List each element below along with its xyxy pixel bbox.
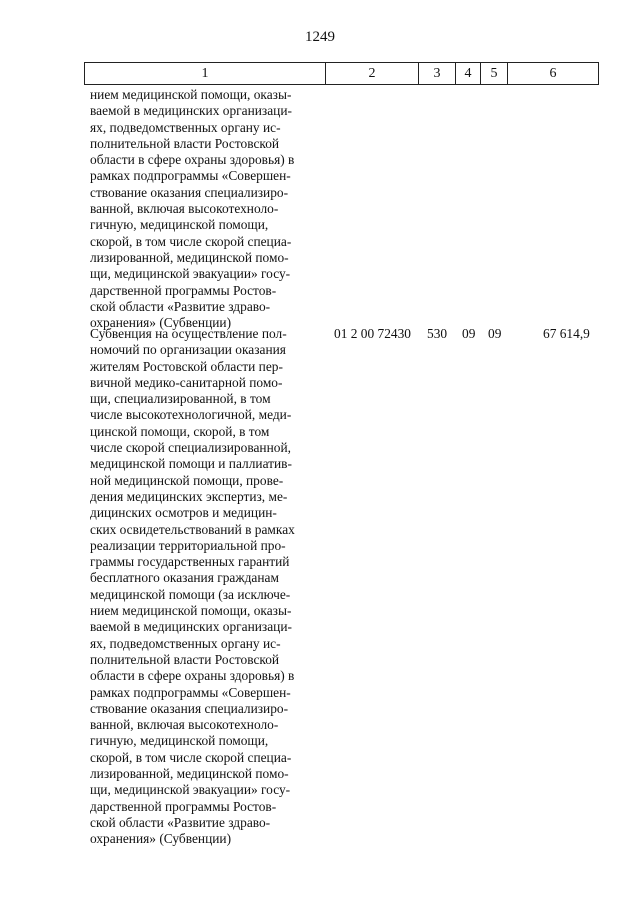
row-amount: 67 614,9: [543, 326, 590, 341]
header-col-6: 6: [508, 63, 599, 85]
header-col-3: 3: [419, 63, 456, 85]
header-col-5: 5: [481, 63, 508, 85]
table-header: [84, 62, 599, 85]
page-number: 1249: [305, 29, 335, 45]
row-description: нием медицинской помощи, оказы- ваемой в медицинских организаци- ях, подведомственных органу ис- полнительной власти Ростовской области в сфере охраны здоровья) в рамках подпрограммы «Совершен- ствование оказания специализиро- ванной, включая высокотехноло- гичную, медицинской помощи, скорой, в том числе скорой специа- лизированной, медицинской помо- щи, медицинской эвакуации» госу- дарственной программы Ростов- ской области «Развитие здраво- охранения» (Субвенции): [90, 87, 295, 331]
row-description: Субвенция на осуществление пол- номочий по организации оказания жителям Ростовской области пер- вичной медико-санитарной помо- щи, специализированной, в том числе высокотехнологичной, меди- цинской помощи, скорой, в том числе скорой специализированной, медицинской помощи и паллиатив- ной медицинской помощи, прове- дения медицинских экспертиз, ме- дицинских осмотров и медицин- ских освидетельствований в рамках реализации территориальной про- граммы государственных гарантий бесплатного оказания гражданам медицинской помощи (за исключе- нием медицинской помощи, оказы- ваемой в медицинских организаци- ях, подведомственных органу ис- полнительной власти Ростовской области в сфере охраны здоровья) в рамках подпрограммы «Совершен- ствование оказания специализиро- ванной, включая высокотехноло- гичную, медицинской помощи, скорой, в том числе скорой специа- лизированной, медицинской помо- щи, медицинской эвакуации» госу- дарственной программы Ростов- ской области «Развитие здраво- охранения» (Субвенции): [90, 326, 295, 847]
header-col-1: 1: [85, 63, 326, 85]
header-col-4: 4: [456, 63, 481, 85]
header-col-2: 2: [326, 63, 419, 85]
row-target-code: 01 2 00 72430: [334, 326, 411, 341]
row-expense-type: 530: [427, 326, 448, 341]
row-subsection: 09: [488, 326, 502, 341]
row-section: 09: [462, 326, 476, 341]
